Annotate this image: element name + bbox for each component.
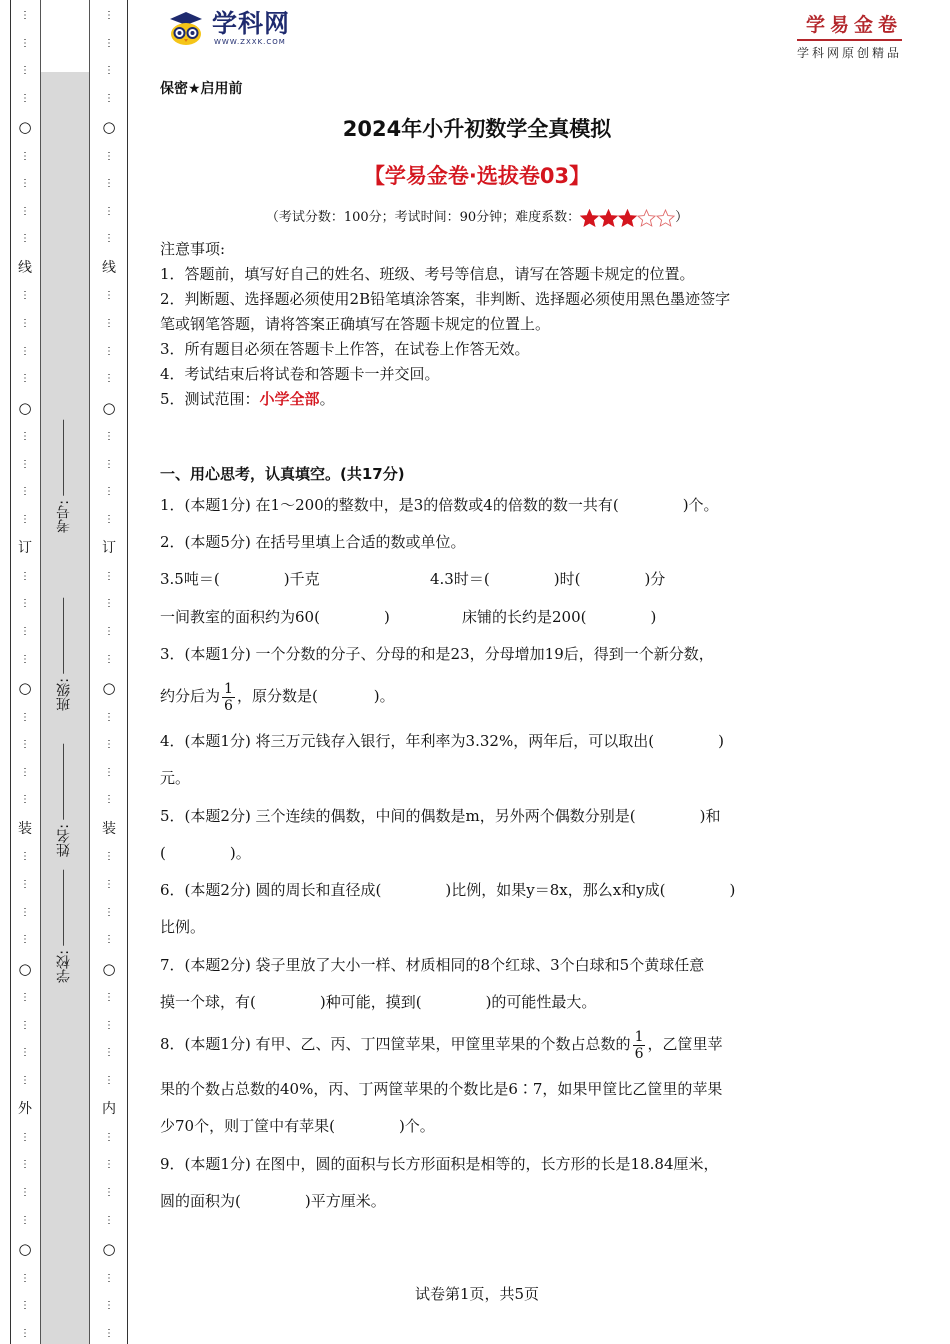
question-text: 1．(本题1分) 在1～200的整数中，是3的倍数或4的倍数的数一共有( bbox=[160, 496, 619, 514]
question-6-line-2: 比例。 bbox=[160, 918, 206, 936]
seal-circle: ○ bbox=[102, 679, 116, 698]
seal-label-inner: 内 bbox=[102, 1101, 116, 1118]
question-text: )。 bbox=[373, 687, 395, 705]
question-9-line-2 bbox=[160, 1191, 794, 1211]
difficulty-rating bbox=[580, 209, 675, 227]
question-2: 2．(本题5分) 在括号里填上合适的数或单位。 bbox=[160, 533, 466, 551]
question-text: )分 bbox=[644, 570, 666, 588]
question-5-line-2 bbox=[160, 843, 794, 863]
question-text: )和 bbox=[699, 807, 721, 825]
question-3-line-2 bbox=[160, 680, 794, 714]
brand-badge bbox=[797, 10, 902, 61]
question-text: )个。 bbox=[682, 496, 719, 514]
question-5 bbox=[160, 806, 794, 826]
zxxk-logo bbox=[166, 10, 290, 46]
seal-circle: ○ bbox=[18, 118, 32, 137]
exam-number-label: 考号: bbox=[56, 500, 72, 533]
notice-heading: 注意事项: bbox=[160, 240, 226, 258]
question-text: 3.5吨＝( bbox=[160, 570, 220, 588]
outer-seal-line: ⋮ ⋮ ⋮ ⋮ ○ ⋮ ⋮ ⋮ ⋮ 线 ⋮ ⋮ ⋮ ⋮ ○ ⋮ ⋮ ⋮ ⋮ 订 ⋮ ⋮ ⋮ ⋮ ○ ⋮ ⋮ ⋮ ⋮ 装 ⋮ ⋮ ⋮ ⋮ ○ ⋮ ⋮ ⋮ ⋮ 外 ⋮ ⋮ ⋮ ⋮ ○ ⋮ ⋮ ⋮ bbox=[18, 10, 32, 1339]
name-field[interactable] bbox=[52, 744, 76, 857]
section-heading: 一、用心思考，认真填空。(共17分) bbox=[160, 465, 405, 483]
inner-seal-line: ⋮ ⋮ ⋮ ⋮ ○ ⋮ ⋮ ⋮ ⋮ 线 ⋮ ⋮ ⋮ ⋮ ○ ⋮ ⋮ ⋮ ⋮ 订 ⋮ ⋮ ⋮ ⋮ ○ ⋮ ⋮ ⋮ ⋮ 装 ⋮ ⋮ ⋮ ⋮ ○ ⋮ ⋮ ⋮ ⋮ 内 ⋮ ⋮ ⋮ ⋮ ○ ⋮ ⋮ ⋮ bbox=[102, 10, 116, 1339]
notice-item: 2．判断题、选择题必须使用2B铅笔填涂答案，非判断、选择题必须使用黑色墨迹签字 bbox=[160, 290, 731, 308]
question-text: )种可能，摸到( bbox=[319, 993, 422, 1011]
notice-item: 笔或钢笔答题，请将答案正确填写在答题卡规定的位置上。 bbox=[160, 315, 551, 333]
class-label: 班级: bbox=[56, 678, 72, 711]
notice-item: 1．答题前，填写好自己的姓名、班级、考号等信息，请写在答题卡规定的位置。 bbox=[160, 265, 695, 283]
fraction-denominator: 6 bbox=[224, 697, 233, 714]
scope-label: 5．测试范围： bbox=[160, 390, 260, 408]
class-field[interactable] bbox=[52, 598, 76, 711]
question-8 bbox=[160, 1028, 794, 1062]
seal-circle: ○ bbox=[102, 398, 116, 417]
brand-subtitle: 学科网原创精品 bbox=[796, 46, 902, 60]
question-text: ) bbox=[729, 881, 736, 899]
seal-circle: ○ bbox=[102, 118, 116, 137]
logo-url: WWW.ZXXK.COM bbox=[214, 38, 286, 46]
seal-circle: ○ bbox=[18, 1240, 32, 1259]
seal-label-line: 线 bbox=[102, 259, 116, 276]
page-title: 2024年小升初数学全真模拟 bbox=[342, 117, 612, 141]
question-text: 床铺的长约是200( bbox=[462, 608, 587, 626]
question-4 bbox=[160, 731, 794, 751]
fraction-denominator: 6 bbox=[634, 1045, 644, 1062]
seal-label-bind: 订 bbox=[102, 540, 116, 557]
question-text: 摸一个球，有( bbox=[160, 993, 256, 1011]
question-text: )时( bbox=[553, 570, 581, 588]
question-text: ) bbox=[650, 608, 657, 626]
seal-label-line: 线 bbox=[18, 259, 32, 276]
exam-info-close: ） bbox=[675, 210, 689, 225]
question-text: )千克 bbox=[283, 570, 320, 588]
binding-border-outer bbox=[10, 0, 11, 1344]
question-text: ( bbox=[160, 844, 166, 862]
question-text: 5．(本题2分) 三个连续的偶数，中间的偶数是m，另外两个偶数分别是( bbox=[160, 807, 636, 825]
exam-number-field[interactable] bbox=[52, 420, 76, 533]
question-text: 4．(本题1分) 将三万元钱存入银行，年利率为3.32%，两年后，可以取出( bbox=[160, 732, 655, 750]
question-text: 一间教室的面积约为60( bbox=[160, 608, 320, 626]
binding-margin bbox=[0, 0, 128, 1344]
fraction-numerator: 1 bbox=[634, 1028, 644, 1045]
question-9: 9．(本题1分) 在图中，圆的面积与长方形面积是相等的，长方形的长是18.84厘米， bbox=[160, 1155, 719, 1173]
seal-label-pack: 装 bbox=[102, 820, 116, 837]
page-footer: 试卷第1页，共5页 bbox=[414, 1285, 540, 1303]
exam-info bbox=[160, 206, 794, 227]
question-text: 约分后为 bbox=[160, 687, 221, 705]
binding-border-inner bbox=[127, 0, 128, 1344]
question-text: ) bbox=[383, 608, 390, 626]
notice-item: 3．所有题目必须在答题卡上作答，在试卷上作答无效。 bbox=[160, 340, 530, 358]
star-filled-icon bbox=[580, 209, 599, 227]
question-7: 7．(本题2分) 袋子里放了大小一样、材质相同的8个红球、3个白球和5个黄球任意 bbox=[160, 956, 705, 974]
star-empty-icon bbox=[656, 209, 675, 227]
school-field[interactable] bbox=[52, 870, 76, 983]
logo-title: 学科网 bbox=[212, 9, 291, 38]
question-4-line-2: 元。 bbox=[160, 769, 191, 787]
seal-circle: ○ bbox=[18, 959, 32, 978]
question-8-line-2: 果的个数占总数的40%，丙、丁两筐苹果的个数比是6∶7，如果甲筐比乙筐里的苹果 bbox=[160, 1080, 723, 1098]
question-8-line-3 bbox=[160, 1116, 794, 1136]
question-text: ，乙筐里苹 bbox=[647, 1035, 723, 1053]
question-text: ) bbox=[718, 732, 724, 750]
question-text: 8．(本题1分) 有甲、乙、丙、丁四筐苹果，甲筐里苹果的个数占总数的 bbox=[160, 1035, 631, 1053]
binding-gutter-top bbox=[40, 0, 90, 72]
question-2-row-2b bbox=[462, 607, 792, 627]
fraction bbox=[222, 681, 235, 714]
question-text: )的可能性最大。 bbox=[485, 993, 597, 1011]
brand-title: 学易金卷 bbox=[797, 10, 902, 41]
star-filled-icon bbox=[599, 209, 618, 227]
star-filled-icon bbox=[618, 209, 637, 227]
notice-item: 4．考试结束后将试卷和答题卡一并交回。 bbox=[160, 365, 440, 383]
seal-circle: ○ bbox=[18, 398, 32, 417]
name-label: 姓名: bbox=[56, 824, 72, 857]
seal-label-bind: 订 bbox=[18, 540, 32, 557]
question-text: )平方厘米。 bbox=[304, 1192, 386, 1210]
confidential-mark: 保密★启用前 bbox=[160, 81, 243, 97]
question-text: )比例，如果y＝8x，那么x和y成( bbox=[445, 881, 666, 899]
question-2-row-1b bbox=[430, 569, 790, 589]
question-text: 少70个，则丁筐中有苹果( bbox=[160, 1117, 335, 1135]
scope-value: 小学全部 bbox=[259, 390, 320, 408]
question-text: 4.3时＝( bbox=[430, 570, 490, 588]
fraction bbox=[633, 1029, 646, 1062]
question-6 bbox=[160, 880, 794, 900]
question-text: )个。 bbox=[398, 1117, 435, 1135]
question-text: 6．(本题2分) 圆的周长和直径成( bbox=[160, 881, 382, 899]
notice-scope bbox=[160, 389, 794, 409]
question-3: 3．(本题1分) 一个分数的分子、分母的和是23，分母增加19后，得到一个新分数， bbox=[160, 645, 714, 663]
exam-info-text: （考试分数：100分；考试时间：90分钟；难度系数： bbox=[265, 210, 581, 225]
star-empty-icon bbox=[637, 209, 656, 227]
seal-label-outer: 外 bbox=[18, 1101, 32, 1118]
question-text: 圆的面积为( bbox=[160, 1192, 241, 1210]
seal-circle: ○ bbox=[18, 679, 32, 698]
seal-circle: ○ bbox=[102, 959, 116, 978]
school-label: 学校: bbox=[56, 950, 72, 983]
paper-subtitle: 【学易金卷·选拔卷03】 bbox=[363, 164, 591, 188]
question-1 bbox=[160, 495, 794, 515]
fraction-numerator: 1 bbox=[224, 680, 233, 697]
seal-label-pack: 装 bbox=[18, 820, 32, 837]
question-text: )。 bbox=[229, 844, 251, 862]
scope-end: 。 bbox=[319, 390, 335, 408]
owl-logo-icon bbox=[166, 10, 206, 46]
question-7-line-2 bbox=[160, 992, 794, 1012]
question-text: ，原分数是( bbox=[236, 687, 318, 705]
seal-circle: ○ bbox=[102, 1240, 116, 1259]
